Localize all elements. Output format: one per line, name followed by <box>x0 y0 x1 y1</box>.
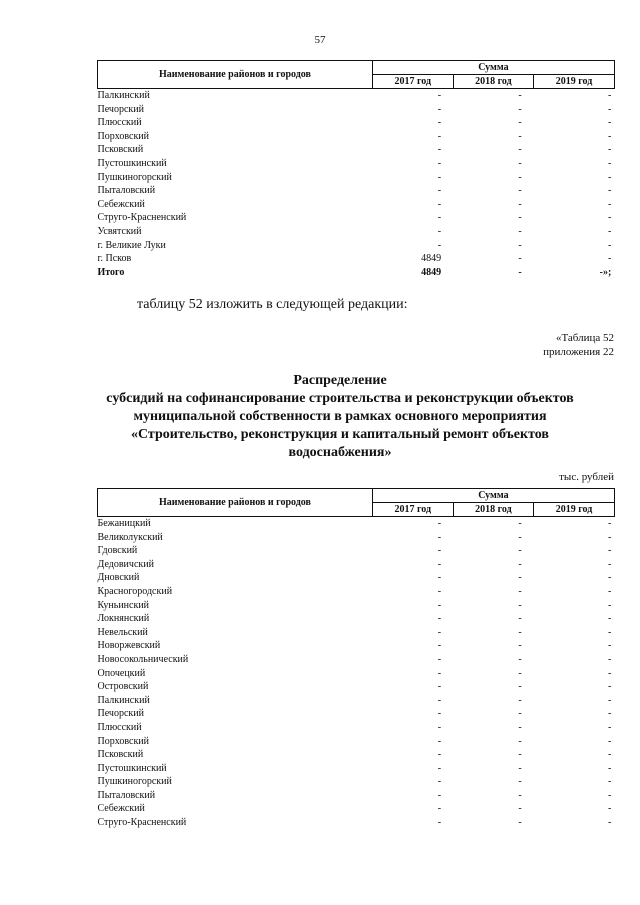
cell-2019: - <box>607 545 612 557</box>
cell-2018: - <box>518 749 522 761</box>
cell-2019: - <box>607 599 612 611</box>
cell-2019: - <box>607 613 612 625</box>
cell-2017: - <box>437 545 442 557</box>
cell-2017: - <box>437 640 442 652</box>
cell-2017: - <box>437 735 442 747</box>
cell-2019: - <box>607 789 612 801</box>
table-caption-line-1: «Таблица 52 <box>555 332 614 344</box>
cell-name: Пыталовский <box>97 789 156 801</box>
cell-2017: - <box>437 694 442 706</box>
table-row <box>98 789 615 803</box>
cell-2017: - <box>437 776 442 788</box>
cell-2018: - <box>518 185 522 197</box>
cell-2019: - <box>607 253 612 265</box>
cell-2019: - <box>607 518 612 529</box>
table-row <box>98 143 615 157</box>
cell-name: Итого <box>97 266 125 278</box>
cell-2017: - <box>437 90 442 101</box>
cell-name: Островский <box>97 681 149 693</box>
cell-2018: - <box>518 239 522 251</box>
cell-2018: - <box>518 735 522 747</box>
table-row <box>98 653 615 667</box>
cell-2018: - <box>518 789 522 801</box>
cell-2018: - <box>518 103 522 115</box>
cell-name: Печорский <box>97 708 144 720</box>
cell-2017: - <box>437 518 442 529</box>
cell-2019: - <box>607 212 612 224</box>
cell-2017: - <box>437 117 442 129</box>
cell-2019: - <box>607 694 612 706</box>
cell-name: Локнянский <box>97 613 150 625</box>
cell-2017: 4849 <box>421 266 442 278</box>
table-row <box>98 612 615 626</box>
cell-2017: - <box>437 599 442 611</box>
cell-name: Палкинский <box>97 90 150 101</box>
cell-name: Плюсский <box>97 117 142 129</box>
table-row <box>98 171 615 185</box>
cell-name: Струго-Красненский <box>97 817 187 829</box>
cell-2019: - <box>607 144 612 156</box>
cell-name: г. Псков <box>97 253 132 265</box>
cell-name: Пыталовский <box>97 185 156 197</box>
cell-2019: - <box>607 585 612 597</box>
cell-name: Печорский <box>97 103 144 115</box>
cell-2018: - <box>518 253 522 265</box>
cell-name: Усвятский <box>97 225 142 237</box>
table-row <box>98 585 615 599</box>
table-row <box>98 599 615 613</box>
cell-2017: - <box>437 708 442 720</box>
cell-2018: - <box>518 572 522 584</box>
cell-2018: - <box>518 266 522 278</box>
cell-2017: - <box>437 171 442 183</box>
table-row <box>98 680 615 694</box>
cell-2018: - <box>518 626 522 638</box>
cell-2017: - <box>437 653 442 665</box>
cell-2017: - <box>437 103 442 115</box>
table-row <box>98 198 615 212</box>
header-name: Наименование районов и городов <box>98 489 373 517</box>
cell-2017: - <box>437 198 442 210</box>
table-row <box>98 721 615 735</box>
cell-name: Себежский <box>97 803 145 815</box>
cell-name: Пушкиногорский <box>97 776 172 788</box>
cell-2019: - <box>607 90 612 101</box>
cell-name: Красногородский <box>97 585 173 597</box>
cell-name: Дедовичский <box>97 558 154 570</box>
table-row <box>98 816 615 830</box>
heading-line-2: субсидий на софинансирование строительства и реконструкции объектов <box>106 391 574 406</box>
cell-2019: - <box>607 776 612 788</box>
cell-2018: - <box>518 171 522 183</box>
table-row <box>98 239 615 253</box>
cell-2018: - <box>518 681 522 693</box>
cell-name: г. Великие Луки <box>97 239 166 251</box>
cell-2019: - <box>607 640 612 652</box>
cell-2017: - <box>437 130 442 142</box>
table-row <box>98 802 615 816</box>
table-row <box>98 517 615 531</box>
cell-2018: - <box>518 694 522 706</box>
cell-2018: - <box>518 653 522 665</box>
cell-name: Псковский <box>97 144 144 156</box>
heading-line-3: муниципальной собственности в рамках основного мероприятия <box>133 409 547 424</box>
table-row <box>98 735 615 749</box>
cell-2019: - <box>607 171 612 183</box>
cell-2018: - <box>518 667 522 679</box>
table-row <box>98 748 615 762</box>
cell-2019: - <box>607 626 612 638</box>
table-row <box>98 103 615 117</box>
cell-2017: - <box>437 789 442 801</box>
cell-2017: - <box>437 681 442 693</box>
cell-name: Новоржевский <box>97 640 161 652</box>
table-2 <box>97 488 615 830</box>
table-row <box>98 544 615 558</box>
cell-2017: - <box>437 212 442 224</box>
cell-2017: - <box>437 558 442 570</box>
page-number: 57 <box>314 34 326 46</box>
cell-2018: - <box>518 157 522 169</box>
cell-2017: - <box>437 157 442 169</box>
cell-2019: - <box>607 157 612 169</box>
cell-2017: - <box>437 762 442 774</box>
table-row <box>98 252 615 266</box>
header-sum: Сумма <box>373 61 615 75</box>
cell-name: Порховский <box>97 130 150 142</box>
cell-2017: - <box>437 667 442 679</box>
instruction-paragraph: таблицу 52 изложить в следующей редакции: <box>137 297 408 312</box>
cell-2018: - <box>518 599 522 611</box>
cell-name: Опочецкий <box>97 667 146 679</box>
table-row <box>98 762 615 776</box>
heading-line-4: «Строительство, реконструкция и капитальный ремонт объектов <box>131 427 549 442</box>
cell-2019: - <box>607 667 612 679</box>
cell-name: Гдовский <box>97 545 138 557</box>
cell-2017: - <box>437 239 442 251</box>
cell-name: Плюсский <box>97 721 142 733</box>
cell-name: Пустошкинский <box>97 157 167 169</box>
table-row <box>98 626 615 640</box>
cell-2019: - <box>607 531 612 543</box>
header-2017: 2017 год <box>373 503 454 517</box>
cell-2018: - <box>518 776 522 788</box>
cell-2018: - <box>518 640 522 652</box>
cell-2019: -»; <box>599 266 612 278</box>
table-row <box>98 89 615 103</box>
cell-name: Порховский <box>97 735 150 747</box>
cell-2018: - <box>518 817 522 829</box>
table-caption-line-2: приложения 22 <box>543 346 614 358</box>
cell-2018: - <box>518 558 522 570</box>
cell-2019: - <box>607 558 612 570</box>
header-2018: 2018 год <box>453 503 534 517</box>
header-2019: 2019 год <box>534 75 615 89</box>
cell-name: Невельский <box>97 626 148 638</box>
cell-2018: - <box>518 585 522 597</box>
cell-2019: - <box>607 225 612 237</box>
header-2018: 2018 год <box>453 75 534 89</box>
cell-2019: - <box>607 130 612 142</box>
header-2019: 2019 год <box>534 503 615 517</box>
cell-name: Куньинский <box>97 599 150 611</box>
cell-name: Себежский <box>97 198 145 210</box>
cell-name: Псковский <box>97 749 144 761</box>
table-1 <box>97 60 615 279</box>
cell-2019: - <box>607 721 612 733</box>
cell-name: Пустошкинский <box>97 762 167 774</box>
table-row <box>98 639 615 653</box>
cell-name: Бежаницкий <box>97 518 151 529</box>
cell-2018: - <box>518 613 522 625</box>
table-row <box>98 266 615 280</box>
cell-2017: - <box>437 585 442 597</box>
cell-2018: - <box>518 531 522 543</box>
table-row <box>98 571 615 585</box>
cell-name: Дновский <box>97 572 140 584</box>
cell-2018: - <box>518 518 522 529</box>
table-row <box>98 184 615 198</box>
table-row <box>98 667 615 681</box>
cell-name: Палкинский <box>97 694 150 706</box>
table-row <box>98 775 615 789</box>
cell-name: Великолукский <box>97 531 163 543</box>
cell-2019: - <box>607 817 612 829</box>
cell-2017: - <box>437 626 442 638</box>
table-row <box>98 211 615 225</box>
header-sum: Сумма <box>373 489 615 503</box>
cell-2017: - <box>437 572 442 584</box>
cell-2018: - <box>518 130 522 142</box>
cell-2017: - <box>437 613 442 625</box>
cell-2018: - <box>518 708 522 720</box>
cell-2017: 4849 <box>421 253 442 265</box>
cell-2018: - <box>518 545 522 557</box>
table-row <box>98 225 615 239</box>
cell-2017: - <box>437 749 442 761</box>
cell-2019: - <box>607 239 612 251</box>
table-row <box>98 116 615 130</box>
cell-2019: - <box>607 198 612 210</box>
table-row <box>98 130 615 144</box>
cell-2018: - <box>518 198 522 210</box>
cell-2019: - <box>607 117 612 129</box>
cell-2018: - <box>518 144 522 156</box>
cell-2019: - <box>607 735 612 747</box>
table-row <box>98 531 615 545</box>
table-row <box>98 694 615 708</box>
table-row <box>98 707 615 721</box>
cell-2017: - <box>437 531 442 543</box>
cell-2018: - <box>518 803 522 815</box>
cell-2019: - <box>607 762 612 774</box>
cell-2019: - <box>607 803 612 815</box>
table-caption <box>543 331 614 359</box>
cell-name: Струго-Красненский <box>97 212 187 224</box>
cell-2019: - <box>607 653 612 665</box>
cell-2019: - <box>607 572 612 584</box>
cell-2019: - <box>607 185 612 197</box>
cell-2017: - <box>437 185 442 197</box>
cell-2017: - <box>437 144 442 156</box>
cell-2018: - <box>518 762 522 774</box>
cell-2017: - <box>437 721 442 733</box>
table-heading <box>60 372 620 462</box>
cell-2019: - <box>607 708 612 720</box>
cell-2019: - <box>607 749 612 761</box>
unit-label: тыс. рублей <box>559 471 614 483</box>
cell-2017: - <box>437 817 442 829</box>
header-name: Наименование районов и городов <box>98 61 373 89</box>
cell-2018: - <box>518 90 522 101</box>
header-2017: 2017 год <box>373 75 454 89</box>
cell-name: Пушкиногорский <box>97 171 172 183</box>
heading-line-1: Распределение <box>293 373 387 388</box>
cell-2018: - <box>518 721 522 733</box>
cell-2017: - <box>437 225 442 237</box>
cell-2018: - <box>518 212 522 224</box>
table-row <box>98 157 615 171</box>
cell-2019: - <box>607 681 612 693</box>
cell-2017: - <box>437 803 442 815</box>
table-row <box>98 558 615 572</box>
cell-2019: - <box>607 103 612 115</box>
cell-name: Новосокольнический <box>97 653 189 665</box>
cell-2018: - <box>518 117 522 129</box>
heading-line-5: водоснабжения» <box>288 445 392 460</box>
cell-2018: - <box>518 225 522 237</box>
